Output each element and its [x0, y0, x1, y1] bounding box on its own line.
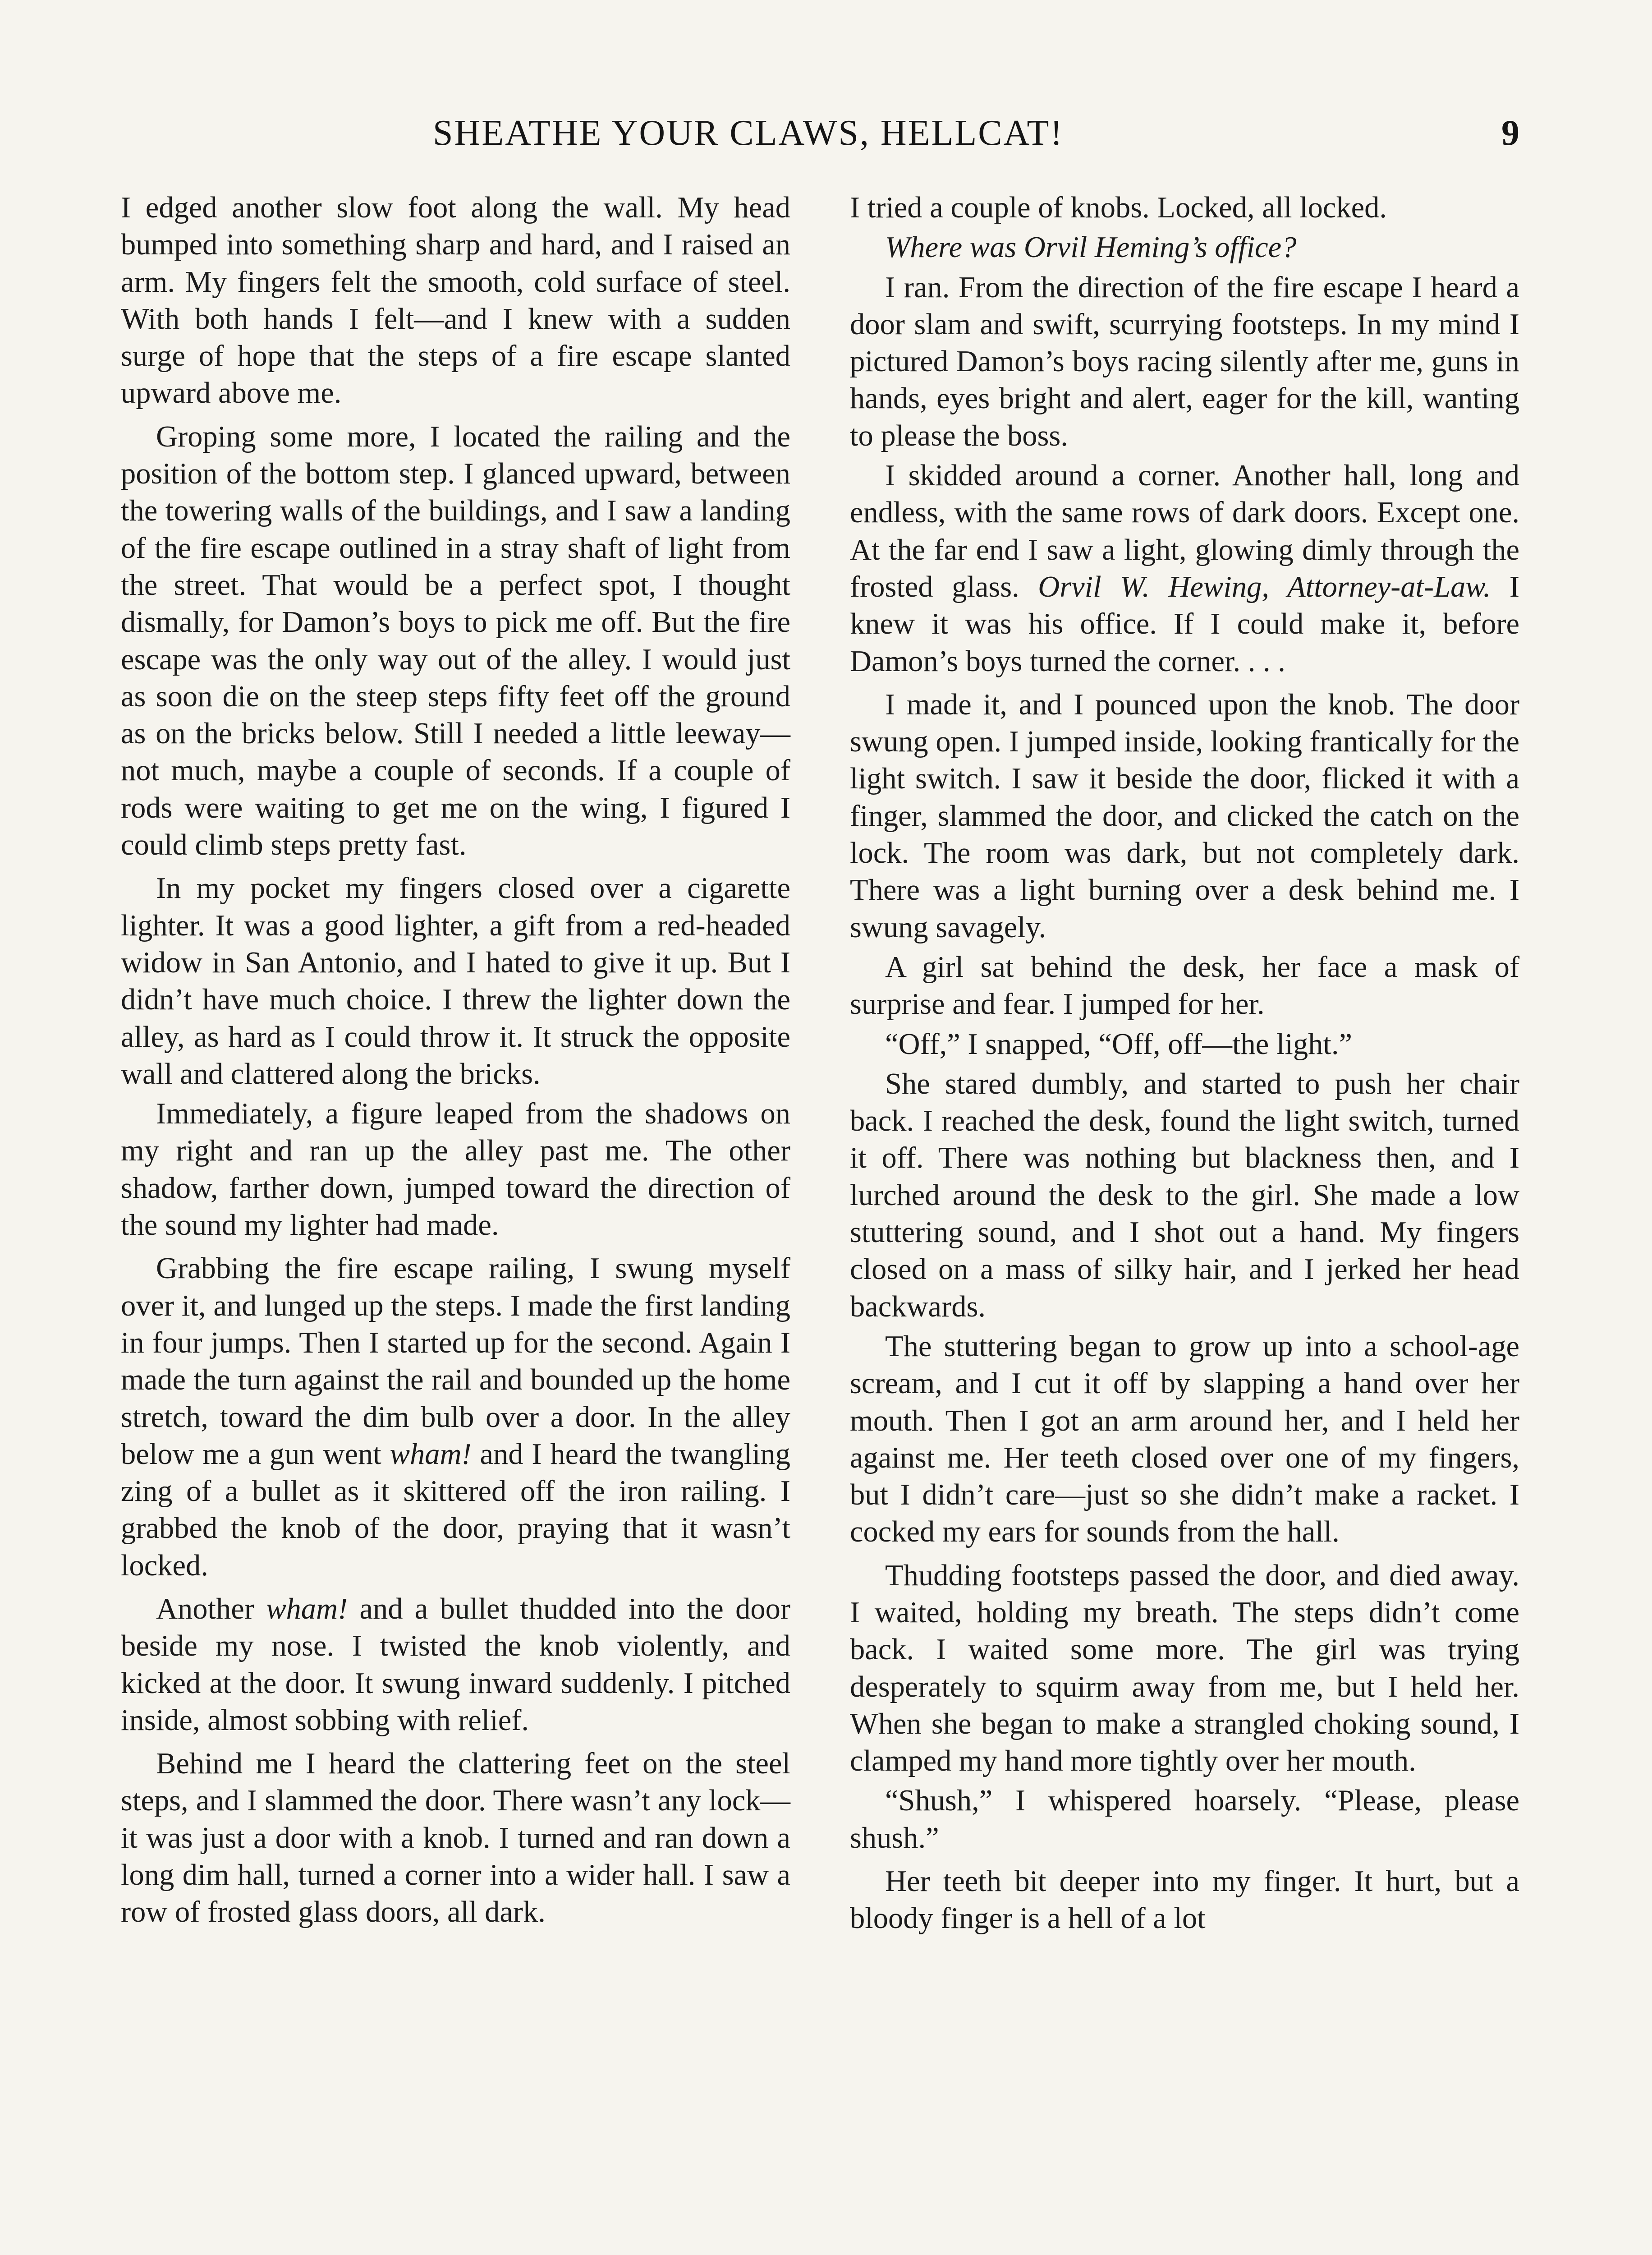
- paragraph: A girl sat behind the desk, her face a mask of surprise and fear. I jumped for her.: [850, 950, 1519, 1021]
- paragraph: Her teeth bit deeper into my finger. It hurt, but a bloody finger is a hell of a lot: [850, 1865, 1519, 1935]
- paragraph: I edged another slow foot along the wall. My head bumped into something sharp and hard, and I raised an arm. My fingers felt the smooth, cold surface of steel. With both hands I felt—and I knew with a sudden surge of hope that the steps of a fire escape slanted upward above me.: [121, 191, 790, 410]
- paragraph: [121, 1591, 790, 1739]
- paragraph: [121, 1250, 790, 1584]
- paragraph: Behind me I heard the clattering feet on the steel steps, and I slammed the door. There wasn’t any lock—it was just a door with a knob. I turned and ran down a long dim hall, turned a corner into a wider hall. I saw a row of frosted glass doors, all dark.: [121, 1747, 790, 1929]
- paragraph: I tried a couple of knobs. Locked, all locked.: [850, 191, 1387, 224]
- paragraph: “Shush,” I whispered hoarsely. “Please, please shush.”: [850, 1784, 1519, 1855]
- paragraph-text: I skidded around a corner. Another hall, long and endless, with the same rows of dark doors. Except one. At the far end I saw a light, glowing dimly through the frosted glass.: [850, 459, 1519, 603]
- paragraph-text: Grabbing the fire escape railing, I swung myself over it, and lunged up the steps. I made the first landing in four jumps. Then I started up for the second. Again I made the turn against the rail and bounded up the home stretch, toward the dim bulb over a door. In the alley below me a gun went: [121, 1252, 790, 1471]
- right-text-column: [850, 189, 1519, 1940]
- paragraph: “Off,” I snapped, “Off, off—the light.”: [885, 1027, 1352, 1061]
- paragraph: The stuttering began to grow up into a school-age scream, and I cut it off by slapping a hand over her mouth. Then I got an arm around her, and I held her against me. Her teeth closed over one of my fingers, but I didn’t care—just so she didn’t make a racket. I cocked my ears for sounds from the hall.: [850, 1330, 1519, 1549]
- paragraph-text: I knew it was his office. If I could make it, before Damon’s boys turned the corner. . . .: [850, 570, 1519, 678]
- paragraph: Thudding footsteps passed the door, and died away. I waited, holding my breath. The steps didn’t come back. I waited some more. The girl was trying desperately to squirm away from me, but I held her. When she began to make a strangled choking sound, I clamped my hand more tightly over her mouth.: [850, 1559, 1519, 1778]
- paragraph-text: and a bullet thudded into the door beside my nose. I twisted the knob violently, and kicked at the door. It swung inward suddenly. I pitched inside, almost sobbing with relief.: [121, 1592, 790, 1737]
- paragraph-text: Another: [156, 1592, 266, 1625]
- emphasis-text: wham!: [266, 1592, 348, 1625]
- paragraph: She stared dumbly, and started to push her chair back. I reached the desk, found the light switch, turned it off. There was nothing but blackness then, and I lurched around the desk to the girl. She made a low stuttering sound, and I shot out a hand. My fingers closed on a mass of silky hair, and I jerked her head backwards.: [850, 1067, 1519, 1323]
- emphasis-text: wham!: [390, 1437, 472, 1471]
- paragraph-text: and I heard the twangling zing of a bullet as it skittered off the iron railing. I grabbed the knob of the door, praying that it wasn’t locked.: [121, 1437, 791, 1582]
- paragraph: Groping some more, I located the railing and the position of the bottom step. I glanced upward, between the towering walls of the buildings, and I saw a landing of the fire escape outlined in a stray shaft of light from the street. That would be a perfect spot, I thought dismally, for Damon’s boys to pick me off. But the fire escape was the only way out of the alley. I would just as soon die on the steep steps fifty feet off the ground as on the bricks below. Still I needed a little leeway—not much, maybe a couple of seconds. If a couple of rods were waiting to get me on the wing, I figured I could climb steps pretty fast.: [121, 420, 790, 862]
- page-number: 9: [1501, 113, 1519, 153]
- paragraph: Immediately, a figure leaped from the shadows on my right and ran up the alley past me. The other shadow, farther down, jumped toward the direction of the sound my lighter had made.: [121, 1097, 790, 1242]
- paragraph: In my pocket my fingers closed over a cigarette lighter. It was a good lighter, a gift from a red-headed widow in San Antonio, and I hated to give it up. But I didn’t have much choice. I threw the lighter down the alley, as hard as I could throw it. It struck the opposite wall and clattered along the bricks.: [121, 872, 790, 1091]
- emphasis-text: Orvil W. Hewing, Attorney-at-Law.: [1038, 570, 1491, 603]
- paragraph: [850, 229, 1519, 266]
- paragraph: [850, 457, 1519, 680]
- left-text-column: [121, 189, 790, 1934]
- paragraph: I ran. From the direction of the fire escape I heard a door slam and swift, scurrying footsteps. In my mind I pictured Damon’s boys racing silently after me, guns in hands, eyes bright and alert, eager for the kill, wanting to please the boss.: [850, 271, 1519, 452]
- paragraph: I made it, and I pounced upon the knob. The door swung open. I jumped inside, looking frantically for the light switch. I saw it beside the door, flicked it with a finger, slammed the door, and clicked the catch on the lock. The room was dark, but not completely dark. There was a light burning over a desk behind me. I swung savagely.: [850, 688, 1519, 944]
- emphasis-text: Where was Orvil Heming’s office?: [885, 231, 1297, 264]
- running-header-title: SHEATHE YOUR CLAWS, HELLCAT!: [433, 113, 1064, 153]
